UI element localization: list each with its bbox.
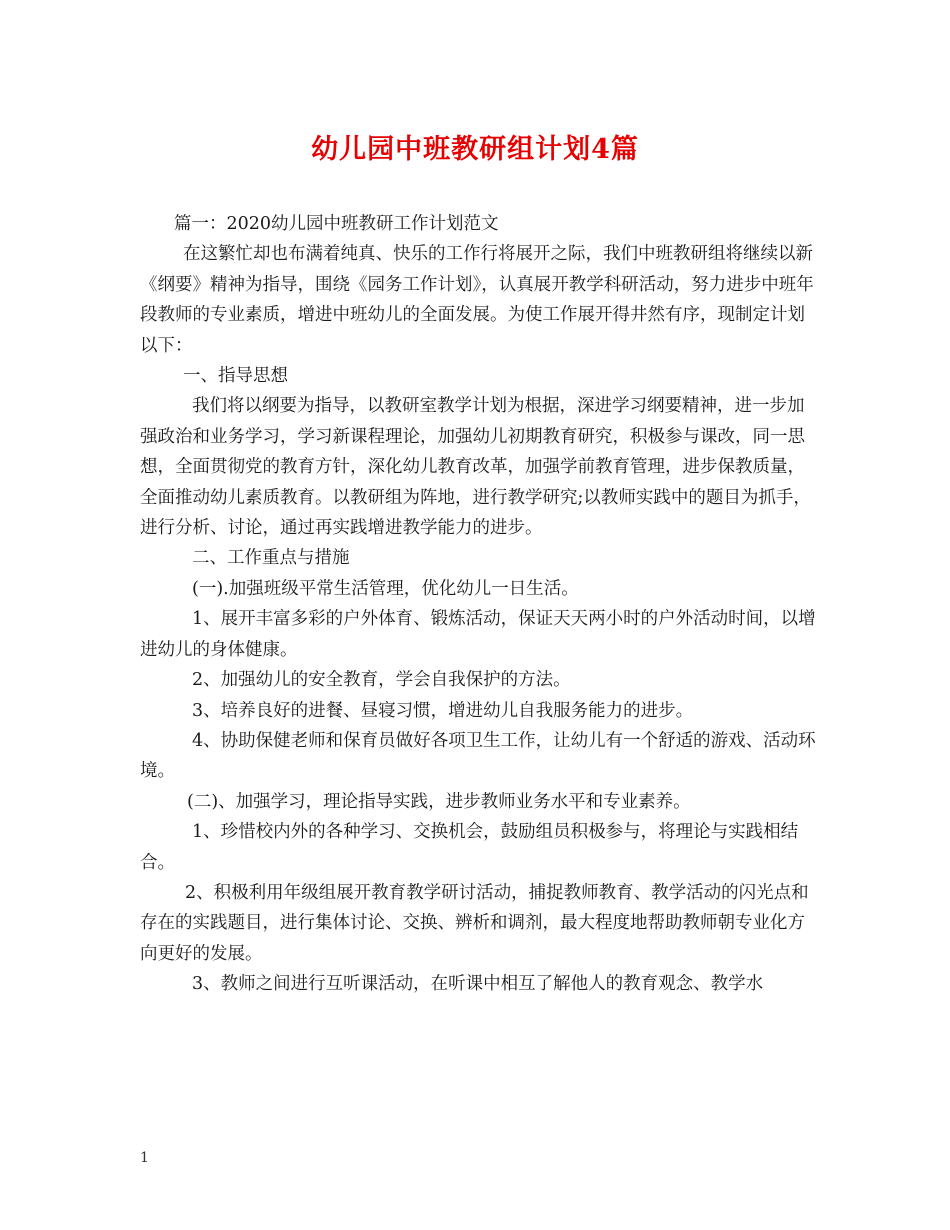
paragraph: 1、展开丰富多彩的户外体育、锻炼活动，保证天天两小时的户外活动时间，以增进幼儿的身体健康。 bbox=[140, 609, 816, 660]
paragraph: 一、指导思想 bbox=[183, 366, 288, 387]
paragraph: 1、珍惜校内外的各种学习、交换机会，鼓励组员积极参与，将理论与实践相结合。 bbox=[140, 822, 799, 873]
paragraph: 2、加强幼儿的安全教育，学会自我保护的方法。 bbox=[192, 670, 571, 691]
paragraph: 二、工作重点与措施 bbox=[192, 548, 350, 569]
paragraph: 在这繁忙却也布满着纯真、快乐的工作行将展开之际，我们中班教研组将继续以新《纲要》精神为指导，围绕《园务工作计划》，认真展开教学科研活动，努力进步中班年段教师的专业素质，增进中班幼儿的全面发展。为使工作展开得井然有序，现制定计划以下： bbox=[140, 244, 814, 356]
paragraph: 2、积极利用年级组展开教育教学研讨活动，捕捉教师教育、教学活动的闪光点和存在的实践题目，进行集体讨论、交换、辨析和调剂，最大程度地帮助教师朝专业化方向更好的发展。 bbox=[140, 882, 809, 964]
document-body bbox=[140, 209, 816, 1000]
paragraph: 3、教师之间进行互听课活动，在听课中相互了解他人的教育观念、教学水 bbox=[192, 974, 764, 995]
document-title: 幼儿园中班教研组计划4篇 bbox=[311, 134, 639, 165]
paragraph: (一).加强班级平常生活管理，优化幼儿一日生活。 bbox=[192, 578, 579, 599]
paragraph: 4、协助保健老师和保育员做好各项卫生工作，让幼儿有一个舒适的游戏、活动环境。 bbox=[140, 730, 816, 782]
paragraph: 篇一：2020幼儿园中班教研工作计划范文 bbox=[174, 214, 499, 234]
paragraph: (二)、加强学习，理论指导实践，进步教师业务水平和专业素养。 bbox=[187, 791, 691, 812]
paragraph: 3、培养良好的进餐、昼寝习惯，增进幼儿自我服务能力的进步。 bbox=[192, 700, 694, 721]
page-number: 1 bbox=[140, 1150, 149, 1166]
paragraph: 我们将以纲要为指导，以教研室教学计划为根据，深进学习纲要精神，进一步加强政治和业务学习，学习新课程理论，加强幼儿初期教育研究，积极参与课改，同一思想，全面贯彻党的教育方针，深化幼儿教育改革，加强学前教育管理，进步保教质量，全面推动幼儿素质教育。以教研组为阵地，进行教学研究;以教师实践中的题目为抓手，进行分析、讨论，通过再实践增进教学能力的进步。 bbox=[140, 396, 811, 539]
